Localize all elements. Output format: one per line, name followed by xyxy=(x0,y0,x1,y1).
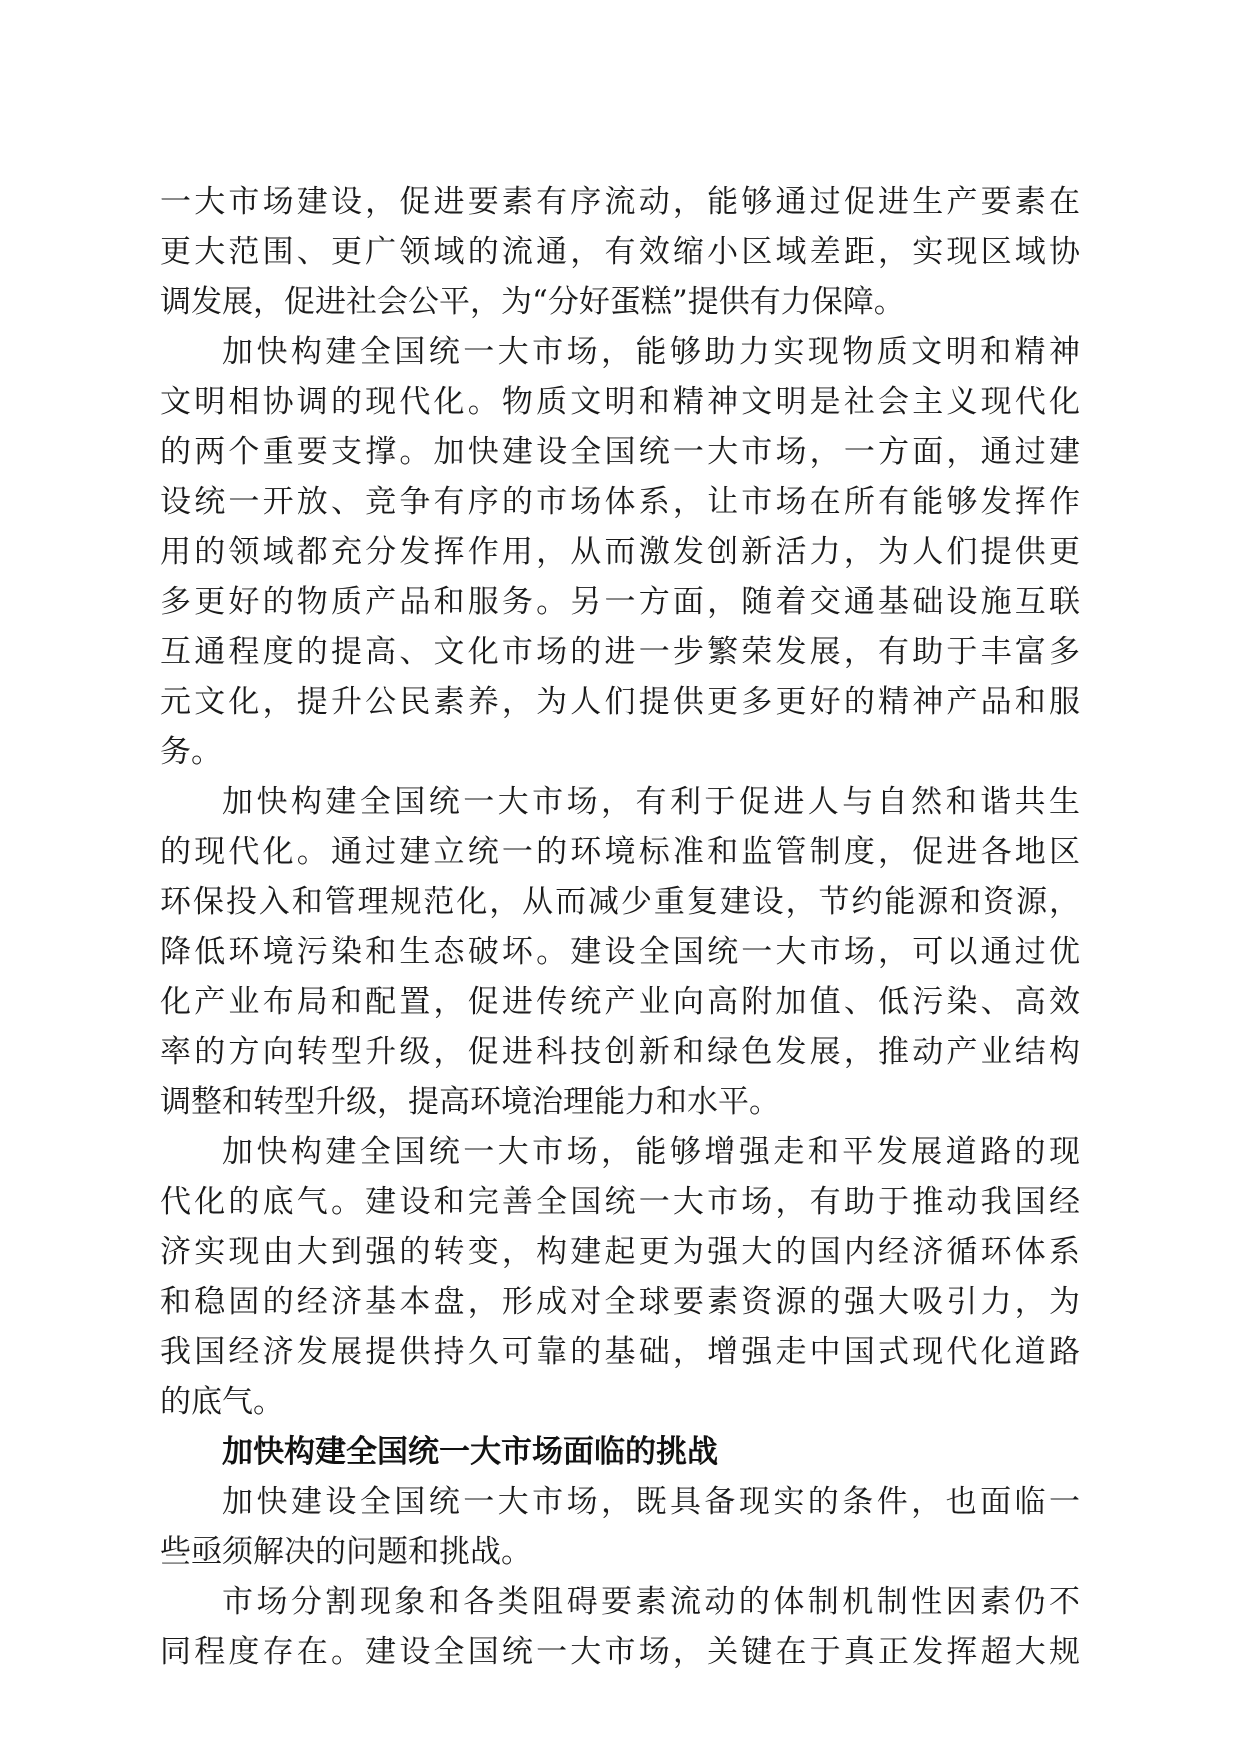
text-line: 更大范围、更广领域的流通，有效缩小区域差距，实现区域协 xyxy=(160,234,1080,270)
text-line: 的底气。 xyxy=(160,1384,284,1420)
text-line: 调发展，促进社会公平，为“分好蛋糕”提供有力保障。 xyxy=(160,284,905,320)
text-line: 加快构建全国统一大市场，能够增强走和平发展道路的现 xyxy=(222,1134,1080,1170)
text-line: 我国经济发展提供持久可靠的基础，增强走中国式现代化道路 xyxy=(160,1334,1080,1370)
section-heading: 加快构建全国统一大市场面临的挑战 xyxy=(222,1434,718,1470)
text-line: 济实现由大到强的转变，构建起更为强大的国内经济循环体系 xyxy=(160,1234,1080,1270)
text-line: 加快构建全国统一大市场，能够助力实现物质文明和精神 xyxy=(222,334,1080,370)
text-line: 代化的底气。建设和完善全国统一大市场，有助于推动我国经 xyxy=(160,1184,1080,1220)
text-line: 一大市场建设，促进要素有序流动，能够通过促进生产要素在 xyxy=(160,184,1080,220)
text-line: 文明相协调的现代化。物质文明和精神文明是社会主义现代化 xyxy=(160,384,1080,420)
text-line: 率的方向转型升级，促进科技创新和绿色发展，推动产业结构 xyxy=(160,1034,1080,1070)
text-line: 市场分割现象和各类阻碍要素流动的体制机制性因素仍不 xyxy=(222,1584,1080,1620)
text-line: 化产业布局和配置，促进传统产业向高附加值、低污染、高效 xyxy=(160,984,1080,1020)
text-line: 降低环境污染和生态破坏。建设全国统一大市场，可以通过优 xyxy=(160,934,1080,970)
text-line: 同程度存在。建设全国统一大市场，关键在于真正发挥超大规 xyxy=(160,1634,1080,1670)
text-line: 的现代化。通过建立统一的环境标准和监管制度，促进各地区 xyxy=(160,834,1080,870)
text-line: 加快构建全国统一大市场，有利于促进人与自然和谐共生 xyxy=(222,784,1080,820)
text-line: 元文化，提升公民素养，为人们提供更多更好的精神产品和服 xyxy=(160,684,1080,720)
text-line: 设统一开放、竞争有序的市场体系，让市场在所有能够发挥作 xyxy=(160,484,1080,520)
text-line: 调整和转型升级，提高环境治理能力和水平。 xyxy=(160,1084,780,1120)
text-line: 些亟须解决的问题和挑战。 xyxy=(160,1534,532,1570)
text-line: 用的领域都充分发挥作用，从而激发创新活力，为人们提供更 xyxy=(160,534,1080,570)
text-line: 互通程度的提高、文化市场的进一步繁荣发展，有助于丰富多 xyxy=(160,634,1080,670)
text-line: 和稳固的经济基本盘，形成对全球要素资源的强大吸引力，为 xyxy=(160,1284,1080,1320)
text-line: 加快建设全国统一大市场，既具备现实的条件，也面临一 xyxy=(222,1484,1080,1520)
text-line: 务。 xyxy=(160,734,222,770)
text-line: 环保投入和管理规范化，从而减少重复建设，节约能源和资源， xyxy=(160,884,1080,920)
text-line: 的两个重要支撑。加快建设全国统一大市场，一方面，通过建 xyxy=(160,434,1080,470)
text-line: 多更好的物质产品和服务。另一方面，随着交通基础设施互联 xyxy=(160,584,1080,620)
